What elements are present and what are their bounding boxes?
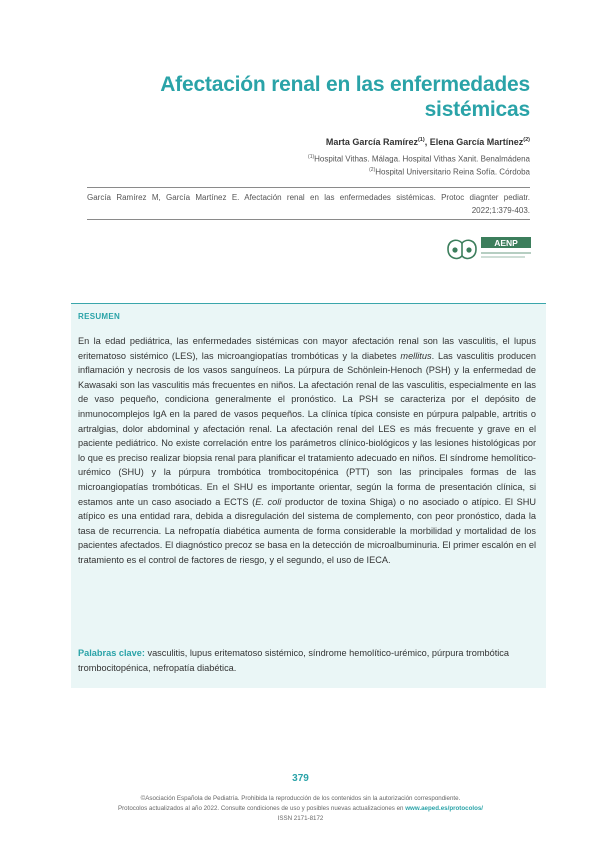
affiliation-mark: (1) <box>308 154 315 160</box>
author-separator: , <box>424 137 430 147</box>
abstract-segment: En la edad pediátrica, las enfermedades sistémicas con mayor afectación renal son las vasculitis, el lupus eritematoso sistémico (LES), las microangiopatías trombóticas y la diabetes <box>78 336 536 361</box>
aenp-logo <box>445 236 533 264</box>
logo-mark-right <box>466 247 471 252</box>
citation-bottom-rule <box>87 219 530 220</box>
page-number: 379 <box>292 773 309 784</box>
author-name: Elena García Martínez <box>429 137 524 147</box>
protocol-update-line <box>0 805 601 812</box>
title-line-1: Afectación renal en las enfermedades <box>160 73 530 96</box>
keywords-label: Palabras clave: <box>78 648 145 658</box>
abstract-heading: RESUMEN <box>78 312 121 321</box>
copyright-line: ©Asociación Española de Pediatría. Prohibida la reproducción de los contenidos sin la autorización correspondiente. <box>140 795 461 802</box>
author-affiliation-mark: (2) <box>523 137 530 143</box>
author-affiliation-mark: (1) <box>417 137 425 143</box>
logo-mark-left <box>452 247 457 252</box>
abstract-text <box>78 334 536 568</box>
affiliation-2 <box>110 167 530 177</box>
abstract-italic-term: mellitus <box>400 350 432 361</box>
author-list <box>110 137 530 147</box>
abstract-italic-term: E. coli <box>255 496 282 507</box>
keywords <box>78 646 536 675</box>
abstract-segment: . Las vasculitis producen inflamación y necrosis de los vasos sanguíneos. La púrpura de Schönlein-Henoch (PSH) y la enfermedad de Kawasaki son las vasculitis más frecuentes en niños. La afectación renal de las vasculitis, especialmente en las de vaso pequeño, condiciona generalmente el pronóstico. La PSH se caracteriza por el depósito de inmunocomplejos IgA en la pared de vasos pequeños. La clínica típica consiste en púrpura palpable, artritis o artralgias, dolor abdominal y afectación renal. La afectación renal del LES es más frecuente y grave en el paciente pediátrico. No existe correlación entre los parámetros clínico-biológicos y las lesiones histológicas por lo que es preciso realizar biopsia renal para planificar el tratamiento adecuado en niños. El síndrome hemolítico-urémico (SHU) y la púrpura trombótica trombocitopénica (PTT) son las principales formas de las microangiopatías trombóticas. En el SHU es importante orientar, según la forma de presentación clínica, si estamos ante un caso asociado a ECTS ( <box>78 350 536 507</box>
protocols-link[interactable]: www.aeped.es/protocolos/ <box>405 805 484 812</box>
affiliation-text: Hospital Vithas. Málaga. Hospital Vithas Xanit. Benalmádena <box>314 154 530 164</box>
logo-text: AENP <box>494 238 518 248</box>
title-line-2: sistémicas <box>424 98 530 121</box>
citation: García Ramírez M, García Martínez E. Afectación renal en las enfermedades sistémicas. Protoc diagnter pediatr. 2022;1:379-403. <box>87 193 530 215</box>
page-title <box>90 72 530 122</box>
affiliation-text: Hospital Universitario Reina Sofía. Córdoba <box>375 167 530 177</box>
affiliation-mark: (2) <box>369 167 376 173</box>
keywords-text: vasculitis, lupus eritematoso sistémico, síndrome hemolítico-urémico, púrpura trombótica trombocitopénica, nefropatía diabética. <box>78 648 509 673</box>
citation-top-rule <box>87 187 530 188</box>
affiliation-1 <box>110 154 530 164</box>
abstract-segment: productor de toxina Shiga) o no asociado o atípico. El SHU atípico es una entidad rara, debida a disregulación del sistema de complemento, con peor pronóstico, dada la tasa de recurrencia. La nefropatía diabética aumenta de forma considerable la morbilidad y mortalidad de los pacientes afectados. El diagnóstico precoz se basa en la detección de microalbuminuria. El primer escalón en el tratamiento es el control de factores de riesgo, y el segundo, el uso de IECA. <box>78 496 536 565</box>
protocol-update-text: Protocolos actualizados al año 2022. Consulte condiciones de uso y posibles nuevas actualizaciones en <box>117 805 406 812</box>
issn: ISSN 2171-8172 <box>277 815 324 822</box>
author-name: Marta García Ramírez <box>325 137 418 147</box>
